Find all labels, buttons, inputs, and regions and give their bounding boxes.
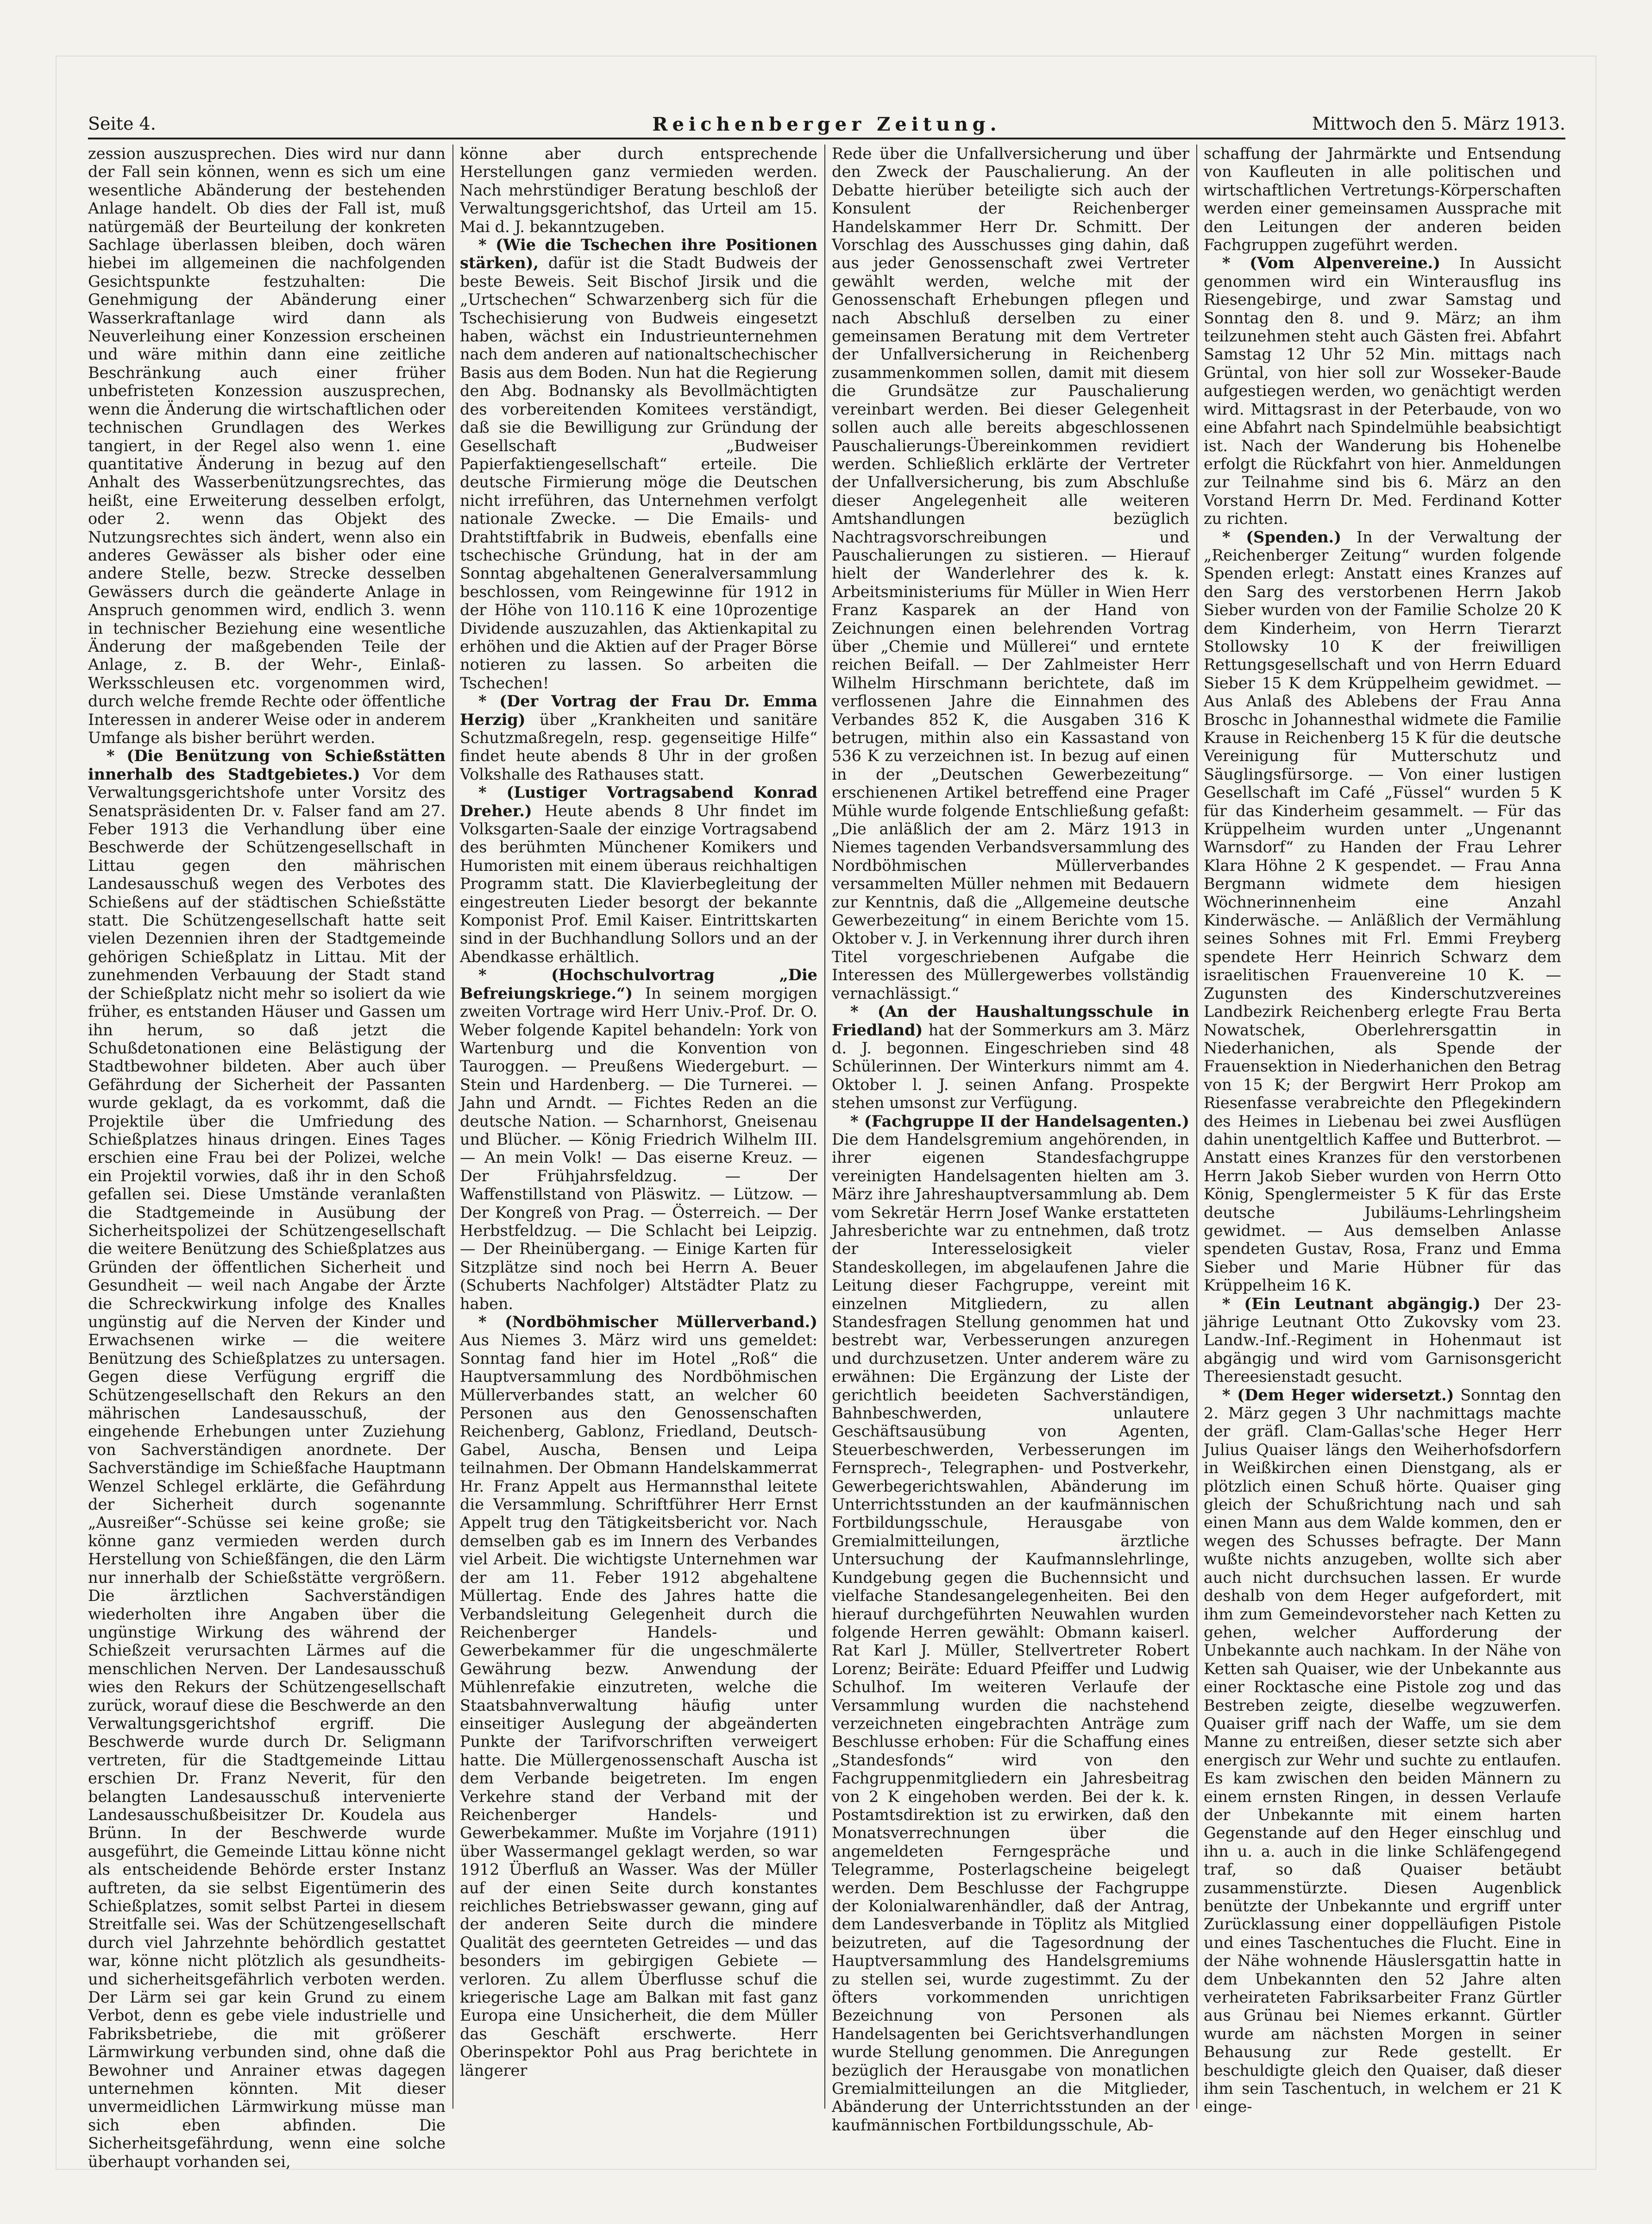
article-paragraph xyxy=(1204,145,1561,254)
article-text: In Aussicht genommen wird ein Winterausflug ins Riesengebirge, und zwar Samstag und Sonntag den 8. und 9. März; an ihm teilzunehmen steht auch Gästen frei. Abfahrt Samstag 12 Uhr 52 Min. mittags nach Grüntal, von hier soll zur Wosseker-Baude aufgestiegen werden, wo genächtigt werden wird. Mittagsrast in der Peterbaude, von wo eine Abfahrt nach Spindelmühle beabsichtigt ist. Nach der Wanderung bis Hohenelbe erfolgt die Rückfahrt von hier. Anmeldungen zur Teilnahme sind bis 6. März an den Vorstand Herrn Dr. Med. Ferdinand Kotter zu richten. xyxy=(1204,254,1562,528)
article-text: könne aber durch entsprechende Herstellungen ganz vermieden werden. Nach mehrstündiger Beratung beschloß der Verwaltungsgerichtshof, das Urteil am 15. Mai d. J. bekanntzugeben. xyxy=(460,145,817,236)
article-paragraph xyxy=(460,692,817,783)
article-paragraph xyxy=(460,236,817,692)
article-text: In seinem morgigen zweiten Vortrage wird Herr Univ.-Prof. Dr. O. Weber folgende Kapitel behandeln: York von Wartenburg und die Konvention von Tauroggen. — Preußens Wiedergeburt. — Stein und Hardenberg. — Die Turnerei. — Jahn und Arndt. — Fichtes Reden an die deutsche Nation. — Scharnhorst, Gneisenau und Blücher. — König Friedrich Wilhelm III. — An mein Volk! — Das eiserne Kreuz. — Der Frühjahrsfeldzug. — Der Waffenstillstand von Pläswitz. — Lützow. — Der Kongreß von Prag. — Österreich. — Der Herbstfeldzug. — Die Schlacht bei Leipzig. — Der Rheinübergang. — Einige Karten für Sitzplätze sind noch bei Herrn A. Beuer (Schuberts Nachfolger) Altstädter Platz zu haben. xyxy=(460,984,817,1313)
column-2 xyxy=(460,145,817,2109)
article-paragraph xyxy=(460,783,817,966)
article-text: schaffung der Jahrmärkte und Entsendung von Kaufleuten in alle politischen und wirtschaftlichen Vertretungs-Körperschaften werden einer gemeinsamen Aussprache mit den Leitungen der anderen beiden Fachgruppen zugeführt werden. xyxy=(1204,145,1561,254)
article-text: dafür ist die Stadt Budweis der beste Beweis. Seit Bischof Jirsik und die „Urtschechen“ Schwarzenberg sich für die Tschechisierung von Budweis eingesetzt haben, wächst ein Industrieunternehmen nach dem anderen auf nationaltschechischer Basis aus dem Boden. Nun hat die Regierung den Abg. Bodnansky als Bevollmächtigten des vorbereitenden Komitees verständigt, daß sie die Bewilligung zur Gründung der Gesellschaft „Budweiser Papierfaktiengesellschaft“ erteile. Die deutsche Firmierung möge die Deutschen nicht irreführen, das Unternehmen verfolgt nationale Zwecke. — Die Emails- und Drahtstiftfabrik in Budweis, ebenfalls eine tschechische Gründung, hat in der am Sonntag abgehaltenen Generalversammlung beschlossen, vom Reingewinne für 1912 in der Höhe von 110.116 K eine 10prozentige Dividende auszuzahlen, das Aktienkapital zu erhöhen und die Aktien auf der Prager Börse notieren zu lassen. So arbeiten die Tschechen! xyxy=(460,254,817,692)
article-text: Die dem Handelsgremium angehörenden, in ihrer eigenen Standesfachgruppe vereinigten Handelsagenten hielten am 3. März ihre Jahreshauptversammlung ab. Dem vom Sekretär Herrn Josef Wanke erstatteten Jahresberichte war zu entnehmen, daß trotz der Interesselosigkeit vieler Standeskollegen, im abgelaufenen Jahre die Leitung dieser Fachgruppe, vereint mit einzelnen Mitgliedern, zu allen Standesfragen Stellung genommen hat und bestrebt war, Verbesserungen anzuregen und durchzusetzen. Unter anderem wäre zu erwähnen: Die Ergänzung der Liste der gerichtlich beeideten Sachverständigen, Bahnbeschwerden, unlautere Geschäftsausübung von Agenten, Steuerbeschwerden, Verbesserungen im Fernsprech-, Telegraphen- und Postverkehr, Gewerbegerichtswahlen, Abänderung im Unterrichtsstunden an der kaufmännischen Fortbildungsschule, Herausgabe von Gremialmitteilungen, ärztliche Untersuchung der Kaufmannslehrlinge, Kundgebung gegen die Buchennsicht und vielfache Standesangelegenheiten. Bei den hierauf durchgeführten Neuwahlen wurden folgende Herren gewählt: Obmann kaiserl. Rat Karl J. Müller, Stellvertreter Robert Lorenz; Beiräte: Eduard Pfeiffer und Ludwig Schulhof. Im weiteren Verlaufe der Versammlung wurden die nachstehend verzeichneten eingebrachten Anträge zum Beschlusse erhoben: Für die Schaffung eines „Standesfonds“ wird von den Fachgruppenmitgliedern ein Jahresbeitrag von 2 K eingehoben werden. Bei der k. k. Postamtsdirektion ist zu erwirken, daß den Monatsverrechnungen über die angemeldeten Ferngespräche und Telegramme, Posterlagscheine beigelegt werden. Dem Beschlusse der Fachgruppe der Kolonialwarenhändler, daß der Antrag, dem Landesverbande in Töplitz als Mitglied beizutreten, auf die Tagesordnung der Hauptversammlung des Handelsgremiums zu stellen sei, wurde zugestimmt. Zu der öfters vorkommenden unrichtigen Bezeichnung von Personen als Handelsagenten bei Gerichtsverhandlungen wurde Stellung genommen. Die Anregungen bezüglich der Herausgabe von monatlichen Gremialmitteilungen an die Mitglieder, Abänderung der Unterrichtsstunden an der kaufmännischen Fortbildungsschule, Ab- xyxy=(832,1130,1189,2134)
article-paragraph xyxy=(1204,254,1561,528)
article-paragraph xyxy=(88,145,446,747)
issue-date: Mittwoch den 5. März 1913. xyxy=(1312,113,1565,134)
article-text: Aus Niemes 3. März wird uns gemeldet: Sonntag fand hier im Hotel „Roß“ die Hauptversammlung des Nordböhmischen Müllerverbandes statt, an welcher 60 Personen aus den Genossenschaften Reichenberg, Gablonz, Friedland, Deutsch-Gabel, Auscha, Bensen und Leipa teilnahmen. Der Obmann Handelskammerrat Hr. Franz Appelt aus Hermannsthal leitete die Versammlung. Schriftführer Herr Ernst Appelt trug den Tätigkeitsbericht vor. Nach demselben gab es im Innern des Verbandes viel Arbeit. Die wichtigste Unternehmen war der am 11. Feber 1912 abgehaltene Müllertag. Ende des Jahres hatte die Verbandsleitung Gelegenheit durch die Reichenberger Handels- und Gewerbekammer für die ungeschmälerte Gewährung bezw. Anwendung der Mühlenrefakie einzutreten, welche die Staatsbahnverwaltung häufig unter einseitiger Auslegung der abgeänderten Punkte der Tarifvorschriften verweigert hatte. Die Müllergenossenschaft Auscha ist dem Verbande beigetreten. Im engen Verkehre stand der Verband mit der Reichenberger Handels- und Gewerbekammer. Mußte im Vorjahre (1911) über Wassermangel geklagt werden, so war 1912 Überfluß an Wasser. Was der Müller auf der einen Seite durch konstantes reichliches Betriebswasser gewann, ging auf der anderen Seite durch die mindere Qualität des geernteten Getreides — und das besonders im gebirgigen Gebiete — verloren. Zu allem Überflusse schuf die kriegerische Lage am Balkan mit fast ganz Europa eine Unsicherheit, die dem Müller das Geschäft erschwerte. Herr Oberinspektor Pohl aus Prag berichtete in längerer xyxy=(460,1331,817,2079)
article-heading: * (Lustiger Vortragsabend Konrad Dreher.) xyxy=(460,783,817,820)
column-3 xyxy=(832,145,1189,2134)
article-paragraph xyxy=(1204,1386,1561,2116)
page-header xyxy=(88,113,1565,137)
article-heading: * (Hochschulvortrag „Die Befreiungskriege.“) xyxy=(460,966,817,1002)
article-heading: * (Die Benützung von Schießstätten innerhalb des Stadtgebietes.) xyxy=(88,747,446,783)
article-paragraph xyxy=(832,1002,1189,1112)
article-heading: * (An der Haushaltungsschule in Friedland) xyxy=(832,1002,1189,1039)
article-text: über „Krankheiten und sanitäre Schutzmaßregeln, resp. gegenseitige Hilfe“ findet heute abends 8 Uhr in der großen Volkshalle des Rathauses statt. xyxy=(460,710,817,783)
masthead: Reichenberger Zeitung. xyxy=(652,113,1001,135)
article-paragraph xyxy=(460,1313,817,2079)
page-number: Seite 4. xyxy=(88,113,156,134)
column-divider xyxy=(824,145,825,2109)
article-heading: * (Wie die Tschechen ihre Positionen stärken), xyxy=(460,236,817,272)
article-heading: * (Spenden.) xyxy=(1222,528,1342,546)
article-heading: * (Vom Alpenvereine.) xyxy=(1222,254,1441,272)
article-text: Sonntag den 2. März gegen 3 Uhr nachmittags machte der gräfl. Clam-Gallas'sche Heger Herr Julius Quaiser längs den Weiherhofsdorfern in Weißkirchen einen Dienstgang, als er plötzlich einen Schuß hörte. Quaiser ging gleich der Schußrichtung nach und sah einen Mann aus dem Walde kommen, den er wegen des Schusses befragte. Der Mann wußte nichts anzugeben, wollte sich aber auch nicht durchsuchen lassen. Er wurde deshalb von dem Heger aufgefordert, mit ihm zum Gemeindevorsteher nach Ketten zu gehen, welcher Aufforderung der Unbekannte auch nachkam. In der Nähe von Ketten sah Quaiser, wie der Unbekannte aus einer Rocktasche eine Pistole zog und das Bestreben zeigte, dieselbe wegzuwerfen. Quaiser griff nach der Waffe, um sie dem Manne zu entreißen, dieser setzte sich aber energisch zur Wehr und suchte zu entlaufen. Es kam zwischen den beiden Männern zu einem ernsten Ringen, in dessen Verlaufe der Unbekannte mit einem harten Gegenstande auf den Heger einschlug und ihn u. a. auch in die linke Schläfengegend traf, so daß Quaiser betäubt zusammenstürzte. Diesen Augenblick benützte der Unbekannte und ergriff unter Zurücklassung einer doppelläufigen Pistole und eines Taschentuches die Flucht. Eine in der Nähe wohnende Häuslersgattin hatte in dem Unbekannten den 52 Jahre alten verheirateten Fabriksarbeiter Franz Gürtler aus Grünau bei Niemes erkannt. Gürtler wurde am nächsten Morgen in seiner Behausung zur Rede gestellt. Er beschuldigte gleich den Quaiser, daß dieser ihm sein Taschentuch, in welchem er 21 K einge- xyxy=(1204,1386,1561,2116)
article-heading: * (Dem Heger widersetzt.) xyxy=(1222,1386,1454,1404)
article-text: Heute abends 8 Uhr findet im Volksgarten-Saale der einzige Vortragsabend des berühmten Münchener Komikers und Humoristen mit einem überaus reichhaltigen Programm statt. Die Klavierbegleitung der eingestreuten Lieder besorgt der bekannte Komponist Prof. Emil Kaiser. Eintrittskarten sind in der Buchhandlung Sollors und an der Abendkasse erhältlich. xyxy=(460,801,817,966)
article-heading: * (Der Vortrag der Frau Dr. Emma Herzig) xyxy=(460,692,817,729)
article-paragraph xyxy=(832,145,1189,1002)
article-text: In der Verwaltung der „Reichenberger Zeitung“ wurden folgende Spenden erlegt: Anstatt eines Kranzes auf den Sarg des verstorbenen Herrn Jakob Sieber wurden von der Familie Scholze 20 K dem Kinderheim, von Herrn Tierarzt Stollowsky 10 K der freiwilligen Rettungsgesellschaft und von Herrn Eduard Sieber 15 K dem Krüppelheim gewidmet. — Aus Anlaß des Ablebens der Frau Anna Broschc in Johannesthal widmete die Familie Krause in Reichenberg 15 K für die deutsche Vereinigung für Mutterschutz und Säuglingsfürsorge. — Von einer lustigen Gesellschaft im Café „Füssel“ wurden 5 K für das Kinderheim gesammelt. — Für das Krüppelheim wurden unter „Ungenannt Warnsdorf“ zu Handen der Frau Lehrer Klara Höhne 2 K gespendet. — Frau Anna Bergmann widmete dem hiesigen Wöchnerinnenheim eine Anzahl Kinderwäsche. — Anläßlich der Vermählung seines Sohnes mit Frl. Emmi Freyberg spendete Herr Heinrich Schwarz dem israelitischen Frauenvereine 10 K. — Zugunsten des Kinderschutzvereines Landbezirk Reichenberg erlegte Frau Berta Nowatschek, Oberlehrersgattin in Niederhanichen, als Spende der Frauensektion in Niederhanichen den Betrag von 15 K; der Bergwirt Herr Prokop am Riesenfasse verabreichte den Pflegekindern des Heimes in Liebenau bei zwei Ausflügen dahin unentgeltlich Kaffee und Butterbrot. — Anstatt eines Kranzes für den verstorbenen Herrn Jakob Sieber wurden von Herrn Otto König, Spenglermeister 5 K für das Erste deutsche Jubiläums-Lehrlingsheim gewidmet. — Aus demselben Anlasse spendeten Gustav, Rosa, Franz und Emma Sieber und Marie Hübner für das Krüppelheim 16 K. xyxy=(1204,528,1561,1295)
article-heading: * (Fachgruppe II der Handelsagenten.) xyxy=(850,1112,1189,1130)
article-heading: * (Ein Leutnant abgängig.) xyxy=(1222,1294,1481,1313)
article-paragraph xyxy=(1204,528,1561,1295)
column-4 xyxy=(1204,145,1562,2116)
article-text: zession auszusprechen. Dies wird nur dann der Fall sein können, wenn es sich um eine wesentliche Abänderung der bestehenden Anlage handelt. Ob dies der Fall ist, muß natürgemäß der Beurteilung der konkreten Sachlage überlassen bleiben, doch wären hiebei im allgemeinen die nachfolgenden Gesichtspunkte festzuhalten: Die Genehmigung der Abänderung einer Wasserkraftanlage wird dann als Neuverleihung einer Konzession erscheinen und wäre mithin dann eine zeitliche Beschränkung auch einer früher unbefristeten Konzession auszusprechen, wenn die Änderung die wirtschaftlichen oder technischen Grundlagen des Werkes tangiert, in der Regel also wenn 1. eine quantitative Änderung in bezug auf den Anhalt des Wasserbenützungsrechtes, das heißt, eine Erweiterung desselben erfolgt, oder 2. wenn das Objekt des Nutzungsrechtes sich ändert, wenn also ein anderes Gewässer als bisher oder eine andere Stelle, bezw. Strecke desselben Gewässers durch die geänderte Anlage in Anspruch genommen wird, endlich 3. wenn in technischer Beziehung eine wesentliche Änderung der maßgebenden Teile der Anlage, z. B. der Wehr-, Einlaß-Werksschleusen etc. vorgenommen wird, durch welche fremde Rechte oder öffentliche Interessen in anderer Weise oder in anderem Umfange als bisher berührt werden. xyxy=(88,145,446,747)
header-rule xyxy=(88,138,1565,139)
article-text: Rede über die Unfallversicherung und über den Zweck der Pauschalierung. An der Debatte hierüber beteiligte sich auch der Konsulent der Reichenberger Handelskammer Herr Dr. Schmitt. Der Vorschlag des Ausschusses ging dahin, daß aus jeder Genossenschaft zwei Vertreter gewählt werden, welche mit der Genossenschaft Erhebungen pflegen und nach Abschluß derselben zu einer gemeinsamen Beratung mit dem Vertreter der Unfallversicherung in Reichenberg zusammenkommen sollen, damit mit diesem die Grundsätze zur Pauschalierung vereinbart werden. Bei dieser Gelegenheit sollen auch alle bereits abgeschlossenen Pauschalierungs-Übereinkommen revidiert werden. Schließlich erklärte der Vertreter der Unfallversicherung, bis zum Abschluße dieser Angelegenheit alle weiteren Amtshandlungen bezüglich Nachtragsvorschreibungen und Pauschalierungen zu sistieren. — Hierauf hielt der Wanderlehrer des k. k. Arbeitsministeriums für Müller in Wien Herr Franz Kasparek an der Hand von Zeichnungen einen belehrenden Vortrag über „Chemie und Müllerei“ und erntete reichen Beifall. — Der Zahlmeister Herr Wilhelm Hirschmann berichtete, daß im verflossenen Jahre die Einnahmen des Verbandes 852 K, die Ausgaben 316 K betrugen, mithin also ein Kassastand von 536 K zu verzeichnen ist. In bezug auf einen in der „Deutschen Gewerbezeitung“ erschienenen Artikel betreffend eine Prager Mühle wurde folgende Entschließung gefaßt: „Die anläßlich der am 2. März 1913 in Niemes tagenden Verbandsversammlung des Nordböhmischen Müllerverbandes versammelten Müller nehmen mit Bedauern zur Kenntnis, daß die „Allgemeine deutsche Gewerbezeitung“ in einem Berichte vom 15. Oktober v. J. in Verkennung ihrer durch ihren Titel vorgeschriebenen Aufgabe die Interessen des Müllergewerbes vollständig vernachlässigt.“ xyxy=(832,145,1189,1002)
article-text: Der 23-jährige Leutnant Otto Zukovsky vom 23. Landw.-Inf.-Regiment in Hohenmaut ist abgängig und wird vom Garnisonsgericht Thereesienstadt gesucht. xyxy=(1204,1294,1561,1386)
article-paragraph xyxy=(832,1112,1189,2135)
column-divider xyxy=(452,145,453,2109)
article-paragraph xyxy=(460,966,817,1313)
article-text: hat der Sommerkurs am 3. März d. J. begonnen. Eingeschrieben sind 48 Schülerinnen. Der Winterkurs nimmt am 4. Oktober l. J. seinen Anfang. Prospekte stehen umsonst zur Verfügung. xyxy=(832,1021,1189,1112)
article-paragraph xyxy=(88,747,446,2171)
column-divider xyxy=(1196,145,1197,2109)
article-text: Vor dem Verwaltungsgerichtshofe unter Vorsitz des Senatspräsidenten Dr. v. Falser fand am 27. Feber 1913 die Verhandlung über eine Beschwerde der Schützengesellschaft in Littau gegen den mährischen Landesausschuß wegen des Verbotes des Schießens auf der städtischen Schießstätte statt. Die Schützengesellschaft hatte seit vielen Dezennien ihren der Stadtgemeinde gehörigen Schießplatz in Littau. Mit der zunehmenden Verbauung der Stadt stand der Schießplatz nicht mehr so isoliert da wie früher, es entstanden Häuser und Gassen um ihn herum, so daß jetzt die Schußdetonationen eine Belästigung der Stadtbewohner bildeten. Aber auch über Gefährdung der Sicherheit der Passanten wurde geklagt, da es vorkommt, daß die Projektile über die Umfriedung des Schießplatzes hinaus dringen. Eines Tages erschien eine Frau bei der Polizei, welche ein Projektil vorwies, daß ihr in den Schoß gefallen sei. Diese Umstände veranlaßten die Stadtgemeinde in Ausübung der Sicherheitspolizei der Schützengesellschaft die weitere Benützung des Schießplatzes aus Gründen der öffentlichen Sicherheit und Gesundheit — weil nach Angabe der Ärzte die Schreckwirkung infolge des Knalles ungünstig auf die Nerven der Kinder und Erwachsenen wirke — die weitere Benützung des Schießplatzes zu untersagen. Gegen diese Verfügung ergriff die Schützengesellschaft den Rekurs an den mährischen Landesausschuß, der eingehende Erhebungen unter Zuziehung von Sachverständigen anordnete. Der Sachverständige im Schießfache Hauptmann Wenzel Schlegel erklärte, die Gefährdung der Sicherheit durch sogenannte „Ausreißer“-Schüsse sei keine große; sie könne ganz vermieden werden durch Herstellung von Schießfängen, die den Lärm nur innerhalb der Schießstätte vergrößern. Die ärztlichen Sachverständigen wiederholten ihre Angaben über die ungünstige Wirkung des während der Schießzeit verursachten Lärmes auf die menschlichen Nerven. Der Landesausschuß wies den Rekurs der Schützengesellschaft zurück, worauf diese die Beschwerde an den Verwaltungsgerichtshof ergriff. Die Beschwerde wurde durch Dr. Seligmann vertreten, für die Stadtgemeinde Littau erschien Dr. Franz Neverit, für den belangten Landesausschuß intervenierte Landesausschußbeisitzer Dr. Koudela aus Brünn. In der Beschwerde wurde ausgeführt, die Gemeinde Littau könne nicht als entscheidende Behörde erster Instanz auftreten, da sie selbst Eigentümerin des Schießplatzes, somit selbst Partei in diesem Streitfalle sei. Was der Schützengesellschaft durch viel Jahrzehnte behördlich gestattet war, könne nicht plötzlich als gesundheits- und sicherheitsgefährlich verboten werden. Der Lärm sei gar kein Grund zu einem Verbot, denn es gebe viele industrielle und Fabriksbetriebe, die mit größerer Lärmwirkung verbunden sind, ohne daß die Bewohner und Anrainer etwas dagegen unternehmen könnten. Mit dieser unvermeidlichen Lärmwirkung müsse man sich eben abfinden. Die Sicherheitsgefährdung, wenn eine solche überhaupt vorhanden sei, xyxy=(88,765,446,2171)
column-1 xyxy=(88,145,446,2171)
article-paragraph xyxy=(460,145,817,236)
article-paragraph xyxy=(1204,1295,1561,1386)
article-heading: * (Nordböhmischer Müllerverband.) xyxy=(478,1313,817,1331)
